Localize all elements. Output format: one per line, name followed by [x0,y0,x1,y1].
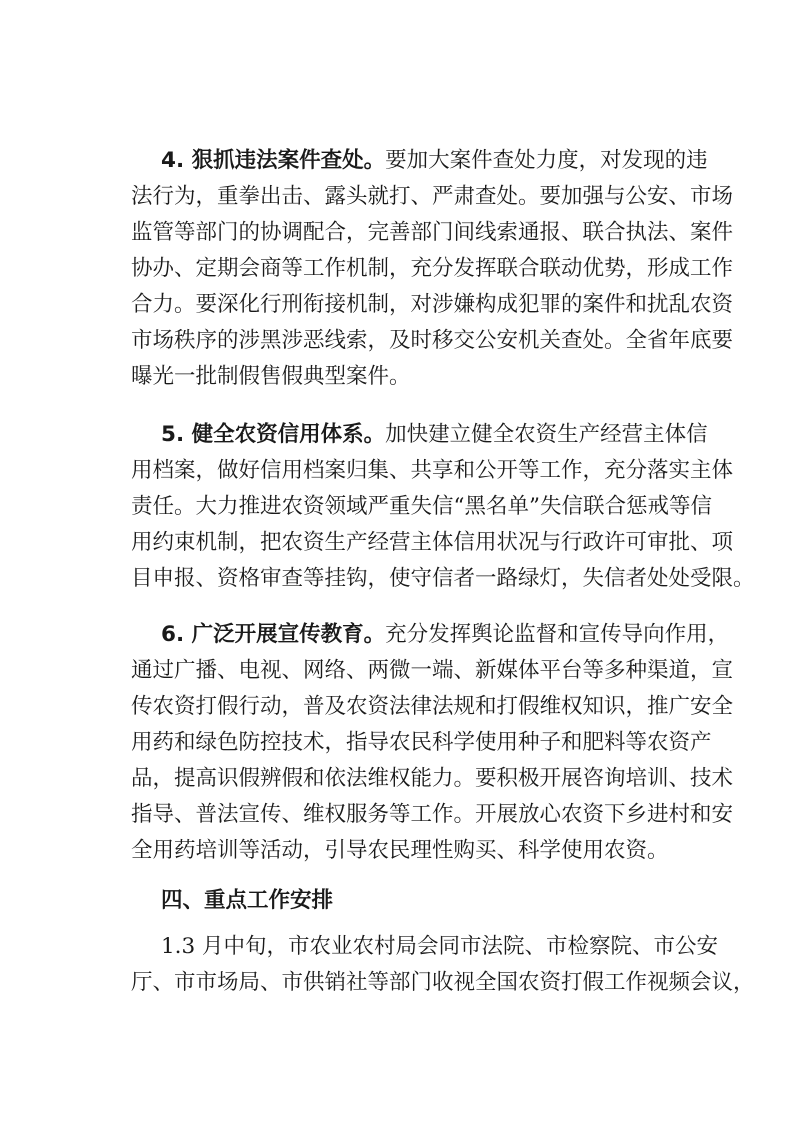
paragraph-6-line-7: 全用药培训等活动，引导农民理性购买、科学使用农资。 [131,838,669,863]
paragraph-4-line-7: 曝光一批制假售假典型案件。 [131,364,411,389]
paragraph-6-heading: 6. 广泛开展宣传教育。 [161,622,386,647]
item-1-line-2: 厅、市市场局、市供销社等部门收视全国农资打假工作视频会议， [131,970,755,995]
paragraph-4-line-4: 协办、定期会商等工作机制，充分发挥联合联动优势，形成工作 [131,256,734,281]
paragraph-6-line-2: 通过广播、电视、网络、两微一端、新媒体平台等多种渠道，宣 [131,658,734,683]
paragraph-4-heading: 4. 狠抓违法案件查处。 [161,148,386,173]
paragraph-6-line-6: 指导、普法宣传、维权服务等工作。开展放心农资下乡进村和安 [131,802,734,827]
paragraph-5-line-1 [161,417,708,453]
paragraph-5-line-5: 目申报、资格审查等挂钩，使守信者一路绿灯，失信者处处受限。 [131,566,755,591]
paragraph-5-heading: 5. 健全农资信用体系。 [161,422,386,447]
paragraph-5-first-line-text: 加快建立健全农资生产经营主体信 [385,422,708,447]
paragraph-4-line-1 [161,143,708,179]
paragraph-5-line-4: 用约束机制，把农资生产经营主体信用状况与行政许可审批、项 [131,530,734,555]
section-title: 四、重点工作安排 [161,888,334,913]
paragraph-4-line-2: 法行为，重拳出击、露头就打、严肃查处。要加强与公安、市场 [131,184,734,209]
paragraph-4-line-6: 市场秩序的涉黑涉恶线索，及时移交公安机关查处。全省年底要 [131,328,734,353]
paragraph-6-line-4: 用药和绿色防控技术，指导农民科学使用种子和肥料等农资产 [131,730,712,755]
item-1-line-1: 1.3 月中旬，市农业农村局会同市法院、市检察院、市公安 [161,934,719,959]
paragraph-4-line-5: 合力。要深化行刑衔接机制，对涉嫌构成犯罪的案件和扰乱农资 [131,292,734,317]
paragraph-6-line-5: 品，提高识假辨假和依法维权能力。要积极开展咨询培训、技术 [131,766,734,791]
paragraph-6-first-line-text: 充分发挥舆论监督和宣传导向作用， [385,622,730,647]
paragraph-5-line-3: 责任。大力推进农资领域严重失信“黑名单”失信联合惩戒等信 [131,494,712,519]
paragraph-4-first-line-text: 要加大案件查处力度，对发现的违 [385,148,708,173]
paragraph-6-line-3: 传农资打假行动，普及农资法律法规和打假维权知识，推广安全 [131,694,734,719]
paragraph-5-line-2: 用档案，做好信用档案归集、共享和公开等工作，充分落实主体 [131,458,734,483]
paragraph-6-line-1 [161,617,730,653]
paragraph-4-line-3: 监管等部门的协调配合，完善部门间线索通报、联合执法、案件 [131,220,734,245]
